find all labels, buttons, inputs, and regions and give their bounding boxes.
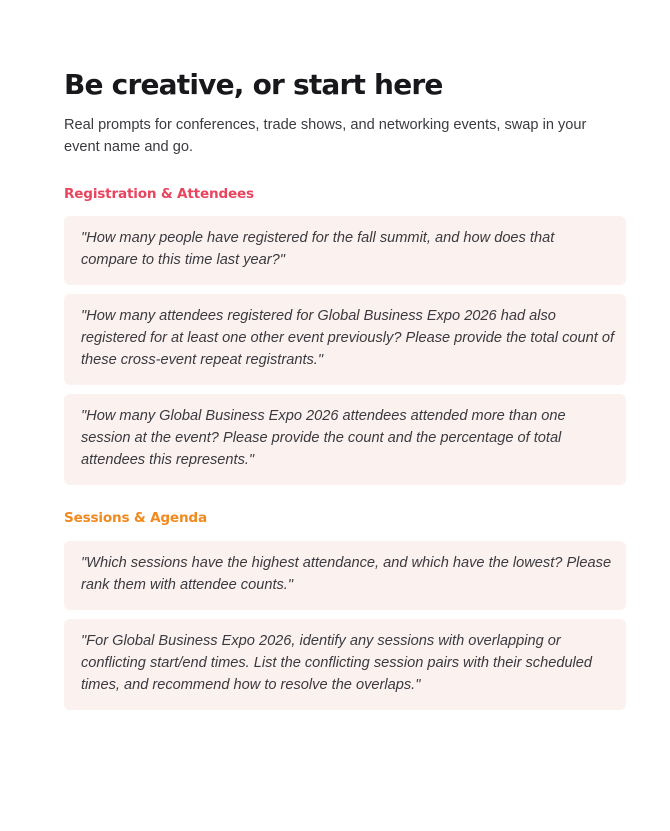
prompt-text: "How many Global Business Expo 2026 attendees attended more than one session at the event? Please provide the count and the percentage of total attendees this represents." — [81, 408, 566, 468]
prompt-text: "How many attendees registered for Global Business Expo 2026 had also registered for at least one other event previously? Please provide the total count of these cross-event repeat registrants." — [81, 308, 614, 368]
prompt-card[interactable] — [64, 394, 626, 485]
page-title: Be creative, or start here — [64, 68, 443, 101]
prompt-text: "Which sessions have the highest attendance, and which have the lowest? Please rank them with attendee counts." — [81, 555, 612, 593]
prompt-card[interactable] — [64, 619, 626, 710]
prompt-card[interactable] — [64, 216, 626, 285]
intro-text: Real prompts for conferences, trade shows, and networking events, swap in your event name and go. — [64, 117, 587, 155]
prompt-card[interactable] — [64, 541, 626, 610]
prompt-card[interactable] — [64, 294, 626, 385]
prompt-text: "For Global Business Expo 2026, identify any sessions with overlapping or conflicting start/end times. List the conflicting session pairs with their scheduled times, and recommend how to resolve the overlaps." — [81, 633, 593, 693]
prompt-text: "How many people have registered for the fall summit, and how does that compare to this time last year?" — [81, 230, 555, 268]
section-heading-registration: Registration & Attendees — [64, 186, 254, 202]
section-heading-sessions: Sessions & Agenda — [64, 510, 207, 526]
